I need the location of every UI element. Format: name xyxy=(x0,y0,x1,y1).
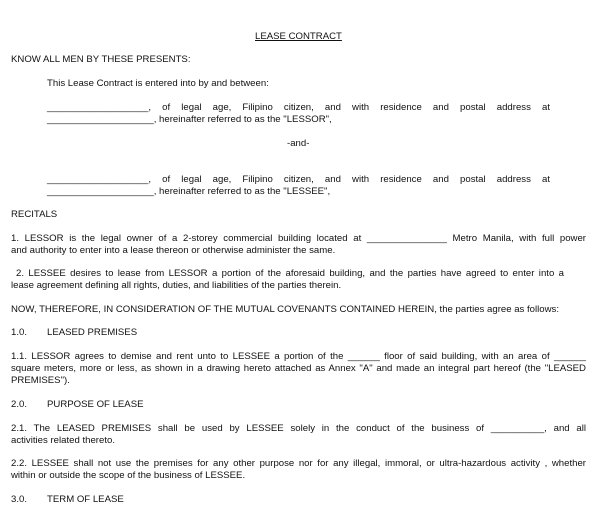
clause-2-1-line-2: activities related thereto. xyxy=(11,435,115,446)
lessee-party-line-1: ___________________, of legal age, Filipino citizen, and with residence and postal address at xyxy=(47,174,550,185)
section-1-number: 1.0. xyxy=(11,327,28,338)
recital-2-line-2: lease agreement defining all rights, duties, and liabilities of the parties therein. xyxy=(11,280,342,291)
section-3-title: TERM OF LEASE xyxy=(47,494,124,505)
now-therefore-line: NOW, THEREFORE, IN CONSIDERATION OF THE MUTUAL COVENANTS CONTAINED HEREIN, the parties agree as follows: xyxy=(11,304,560,315)
recital-1-line-1: 1. LESSOR is the legal owner of a 2-storey commercial building located at _______________ Metro Manila, with full power xyxy=(11,233,586,244)
clause-2-1-line-1: 2.1. The LEASED PREMISES shall be used by LESSEE solely in the conduct of the business of __________, and all xyxy=(11,423,586,434)
lessor-party-line-1: ___________________, of legal age, Filipino citizen, and with residence and postal address at xyxy=(47,102,550,113)
lessor-party-line-2: ____________________, hereinafter referred to as the "LESSOR", xyxy=(47,114,332,125)
recital-2-line-1: 2. LESSEE desires to lease from LESSOR a portion of the aforesaid building, and the parties have agreed to enter into a xyxy=(16,268,564,279)
clause-1-1-line-2: square meters, more or less, as shown in a drawing hereto attached as Annex "A" and made an integral part hereof (the "LEASED xyxy=(11,363,586,374)
lessee-party-line-2: ____________________, hereinafter referred to as the "LESSEE", xyxy=(47,186,331,197)
recital-1-line-2: and authority to enter into a lease thereon or otherwise administer the same. xyxy=(11,245,336,256)
clause-2-2-line-1: 2.2. LESSEE shall not use the premises for any other purpose nor for any illegal, immoral, or ultra-hazardous activity , whether xyxy=(11,458,586,469)
clause-2-2-line-2: within or outside the scope of the business of LESSEE. xyxy=(11,470,246,481)
section-3-number: 3.0. xyxy=(11,494,28,505)
section-2-title: PURPOSE OF LEASE xyxy=(47,399,144,410)
entered-into-line: This Lease Contract is entered into by and between: xyxy=(47,78,269,89)
recitals-heading: RECITALS xyxy=(11,209,58,220)
clause-1-1-line-1: 1.1. LESSOR agrees to demise and rent unto to LESSEE a portion of the ______ floor of said building, with an area of ______ xyxy=(11,351,586,362)
section-1-title: LEASED PREMISES xyxy=(47,327,138,338)
intro-heading: KNOW ALL MEN BY THESE PRESENTS: xyxy=(11,54,191,65)
clause-1-1-line-3: PREMISES"). xyxy=(11,375,70,386)
document-title: LEASE CONTRACT xyxy=(255,31,342,42)
and-separator: -and- xyxy=(287,138,310,149)
section-2-number: 2.0. xyxy=(11,399,28,410)
